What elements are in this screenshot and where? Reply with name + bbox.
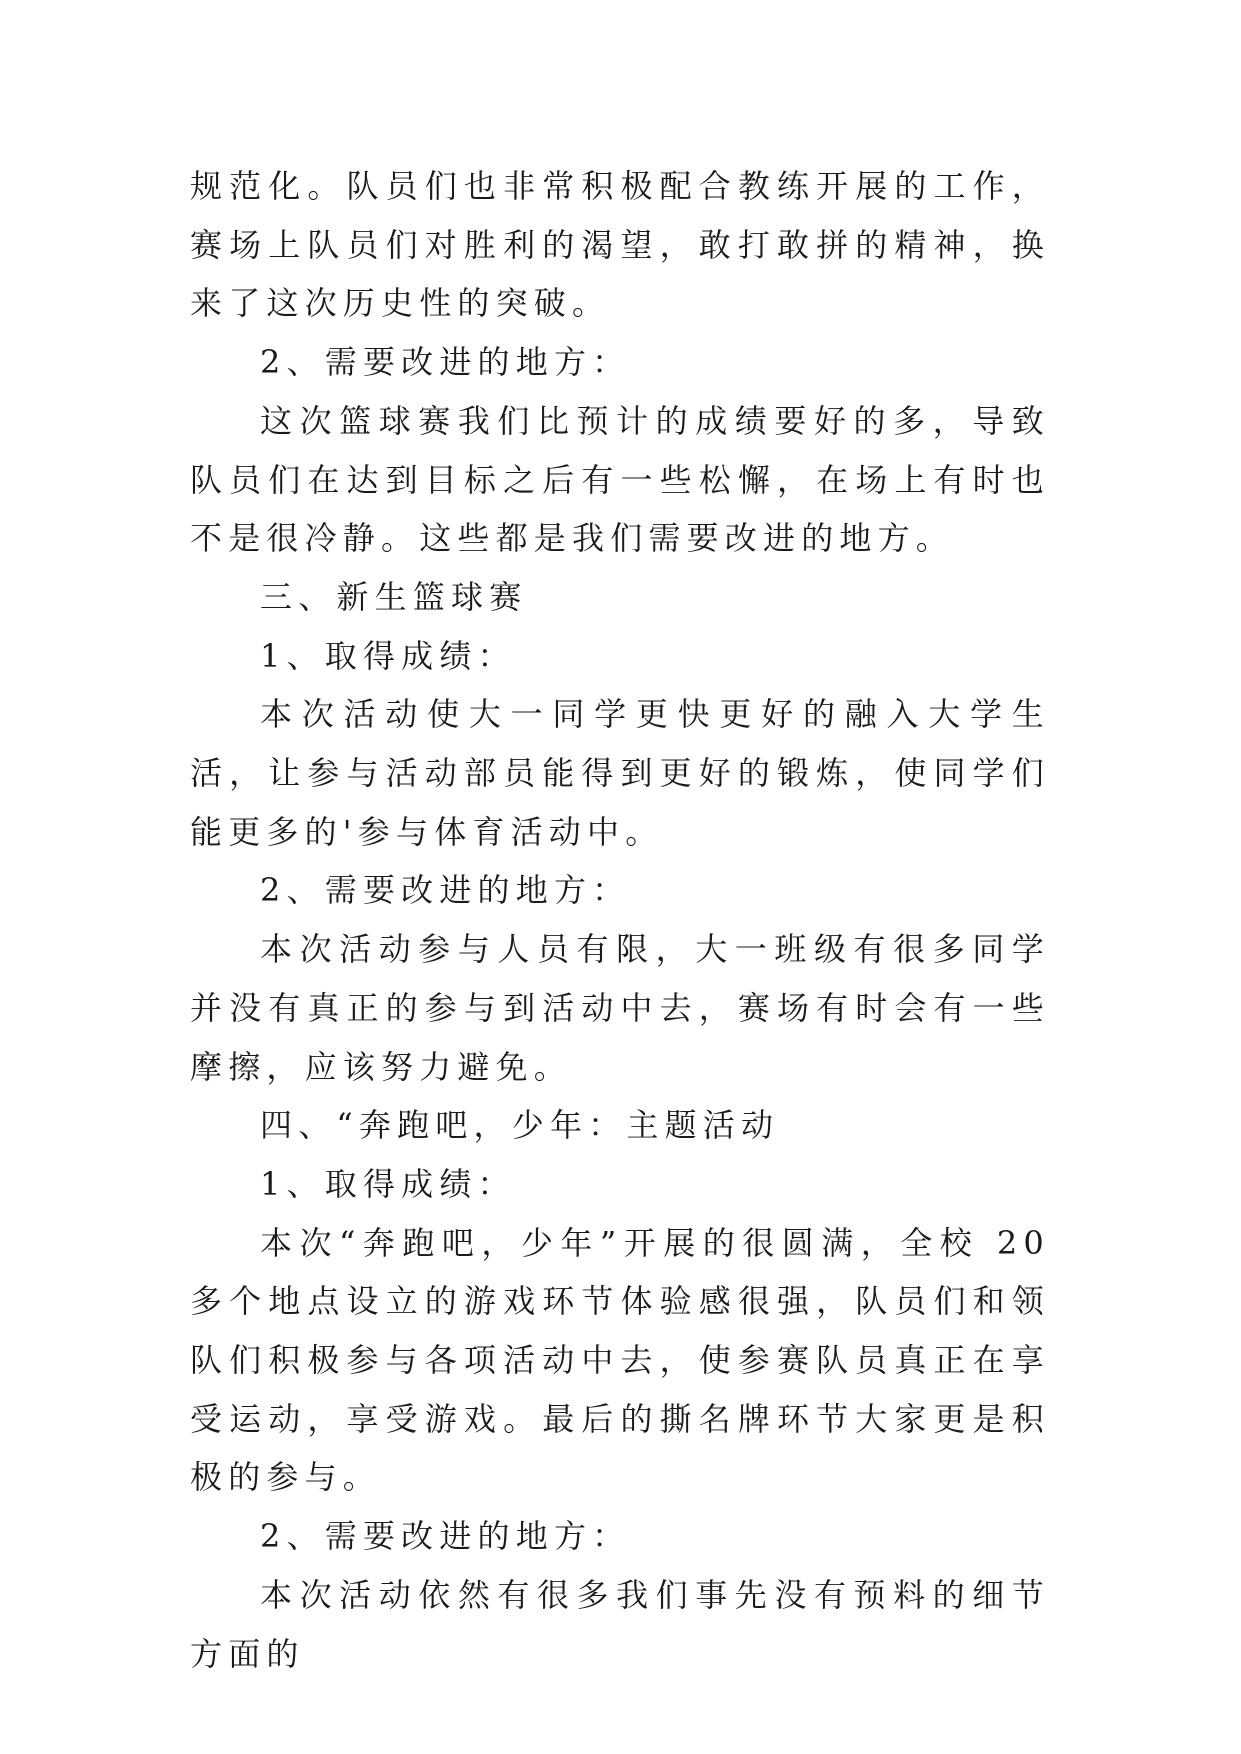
- paragraph-improvements-freshman: 本次活动参与人员有限，大一班级有很多同学并没有真正的参与到活动中去，赛场有时会有一些摩擦，应该努力避免。: [190, 930, 1050, 1086]
- paragraph-improvements-run: 本次活动依然有很多我们事先没有预料的细节方面的: [190, 1575, 1050, 1673]
- paragraph-achievements-run: 本次“奔跑吧，少年”开展的很圆满，全校 20 多个地点设立的游戏环节体验感很强，队员们和领队们积极参与各项活动中去，使参赛队员真正在享受运动，享受游戏。最后的撕名牌环节大家更是积极的参与。: [190, 1223, 1050, 1497]
- subheading-achievements: 1、取得成绩：: [260, 1164, 516, 1203]
- paragraph-achievements-freshman: 本次活动使大一同学更快更好的融入大学生活，让参与活动部员能得到更好的锻炼，使同学们能更多的'参与体育活动中。: [190, 695, 1050, 851]
- section-heading-run-activity: 四、“奔跑吧，少年：主题活动: [260, 1106, 780, 1145]
- paragraph-continuation: 规范化。队员们也非常积极配合教练开展的工作，赛场上队员们对胜利的渴望，敢打敢拼的精神，换来了这次历史性的突破。: [190, 167, 1050, 323]
- paragraph-improvements-basketball: 这次篮球赛我们比预计的成绩要好的多，导致队员们在达到目标之后有一些松懈，在场上有时也不是很冷静。这些都是我们需要改进的地方。: [190, 401, 1050, 558]
- section-heading-freshman-basketball: 三、新生篮球赛: [260, 577, 528, 616]
- subheading-improvements: 2、需要改进的地方：: [260, 1517, 631, 1556]
- subheading-achievements: 1、取得成绩：: [260, 636, 516, 675]
- subheading-improvements: 2、需要改进的地方：: [260, 343, 631, 382]
- subheading-improvements: 2、需要改进的地方：: [260, 871, 631, 910]
- document-body: [190, 157, 1050, 1683]
